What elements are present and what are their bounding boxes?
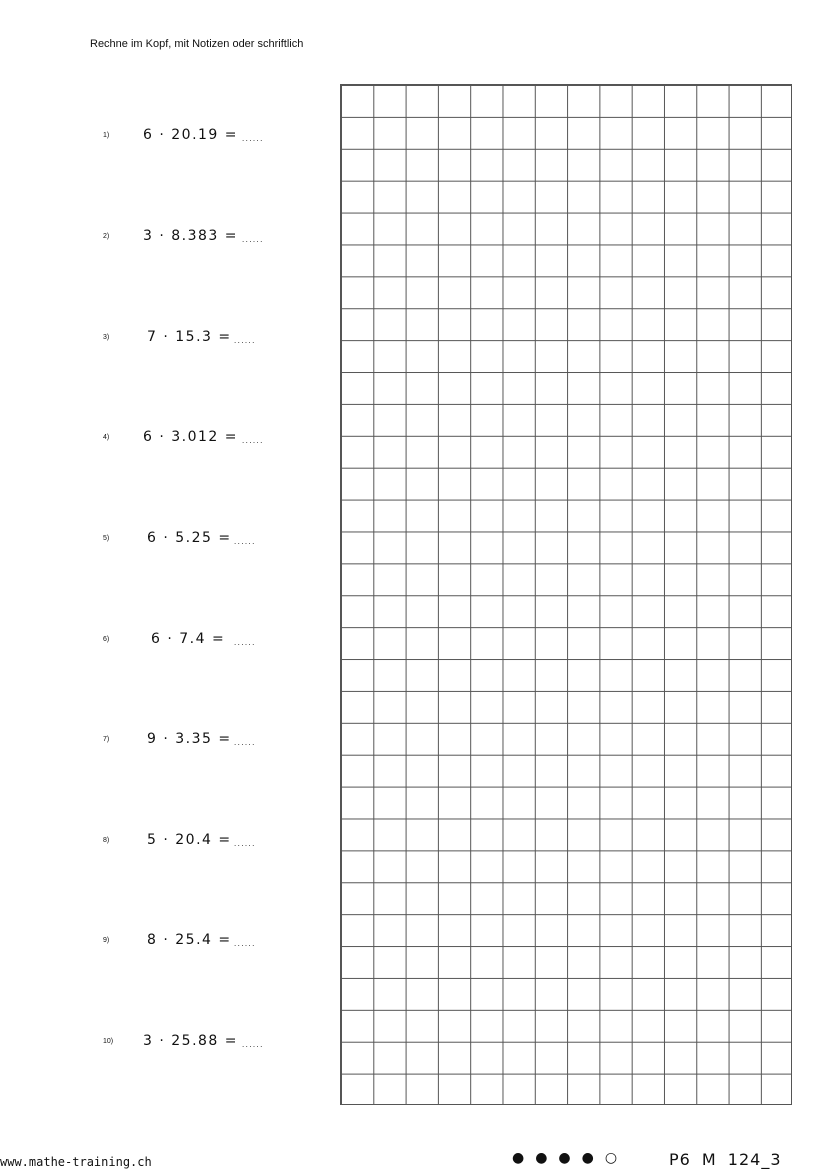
task-4 bbox=[0, 429, 330, 449]
task-number: 6) bbox=[103, 636, 110, 643]
task-number: 10) bbox=[103, 1038, 114, 1045]
task-number: 9) bbox=[103, 937, 110, 944]
instruction-text: Rechne im Kopf, mit Notizen oder schriftlich bbox=[90, 38, 304, 50]
footer-url: www.mathe-training.ch bbox=[0, 1155, 152, 1169]
answer-blank[interactable]: ...... bbox=[234, 537, 256, 546]
task-expression: 6 · 20.19 = bbox=[143, 127, 239, 143]
task-2 bbox=[0, 228, 330, 248]
task-number: 2) bbox=[103, 233, 110, 240]
task-number: 7) bbox=[103, 736, 110, 743]
task-number: 8) bbox=[103, 837, 110, 844]
task-8 bbox=[0, 832, 330, 852]
task-expression: 3 · 8.383 = bbox=[143, 228, 239, 244]
task-1 bbox=[0, 127, 330, 147]
task-6 bbox=[0, 631, 330, 651]
answer-blank[interactable]: ...... bbox=[234, 336, 256, 345]
task-expression: 9 · 3.35 = bbox=[147, 731, 232, 747]
answer-blank[interactable]: ...... bbox=[242, 436, 264, 445]
task-expression: 6 · 3.012 = bbox=[143, 429, 239, 445]
task-expression: 3 · 25.88 = bbox=[143, 1033, 239, 1049]
answer-blank[interactable]: ...... bbox=[234, 738, 256, 747]
task-expression: 7 · 15.3 = bbox=[147, 329, 232, 345]
difficulty-rating: ●●●●○ bbox=[512, 1150, 629, 1166]
worksheet-code: P6 M 124_3 bbox=[669, 1150, 782, 1169]
answer-blank[interactable]: ...... bbox=[242, 1040, 264, 1049]
notes-grid bbox=[340, 84, 792, 1105]
task-10 bbox=[0, 1033, 330, 1053]
task-expression: 8 · 25.4 = bbox=[147, 932, 232, 948]
task-7 bbox=[0, 731, 330, 751]
answer-blank[interactable]: ...... bbox=[234, 638, 256, 647]
task-number: 1) bbox=[103, 132, 110, 139]
answer-blank[interactable]: ...... bbox=[234, 939, 256, 948]
task-expression: 6 · 5.25 = bbox=[147, 530, 232, 546]
task-5 bbox=[0, 530, 330, 550]
task-9 bbox=[0, 932, 330, 952]
answer-blank[interactable]: ...... bbox=[234, 839, 256, 848]
task-expression: 5 · 20.4 = bbox=[147, 832, 232, 848]
task-3 bbox=[0, 329, 330, 349]
task-number: 3) bbox=[103, 334, 110, 341]
answer-blank[interactable]: ...... bbox=[242, 134, 264, 143]
task-number: 5) bbox=[103, 535, 110, 542]
task-expression: 6 · 7.4 = bbox=[151, 631, 226, 647]
answer-blank[interactable]: ...... bbox=[242, 235, 264, 244]
task-number: 4) bbox=[103, 434, 110, 441]
